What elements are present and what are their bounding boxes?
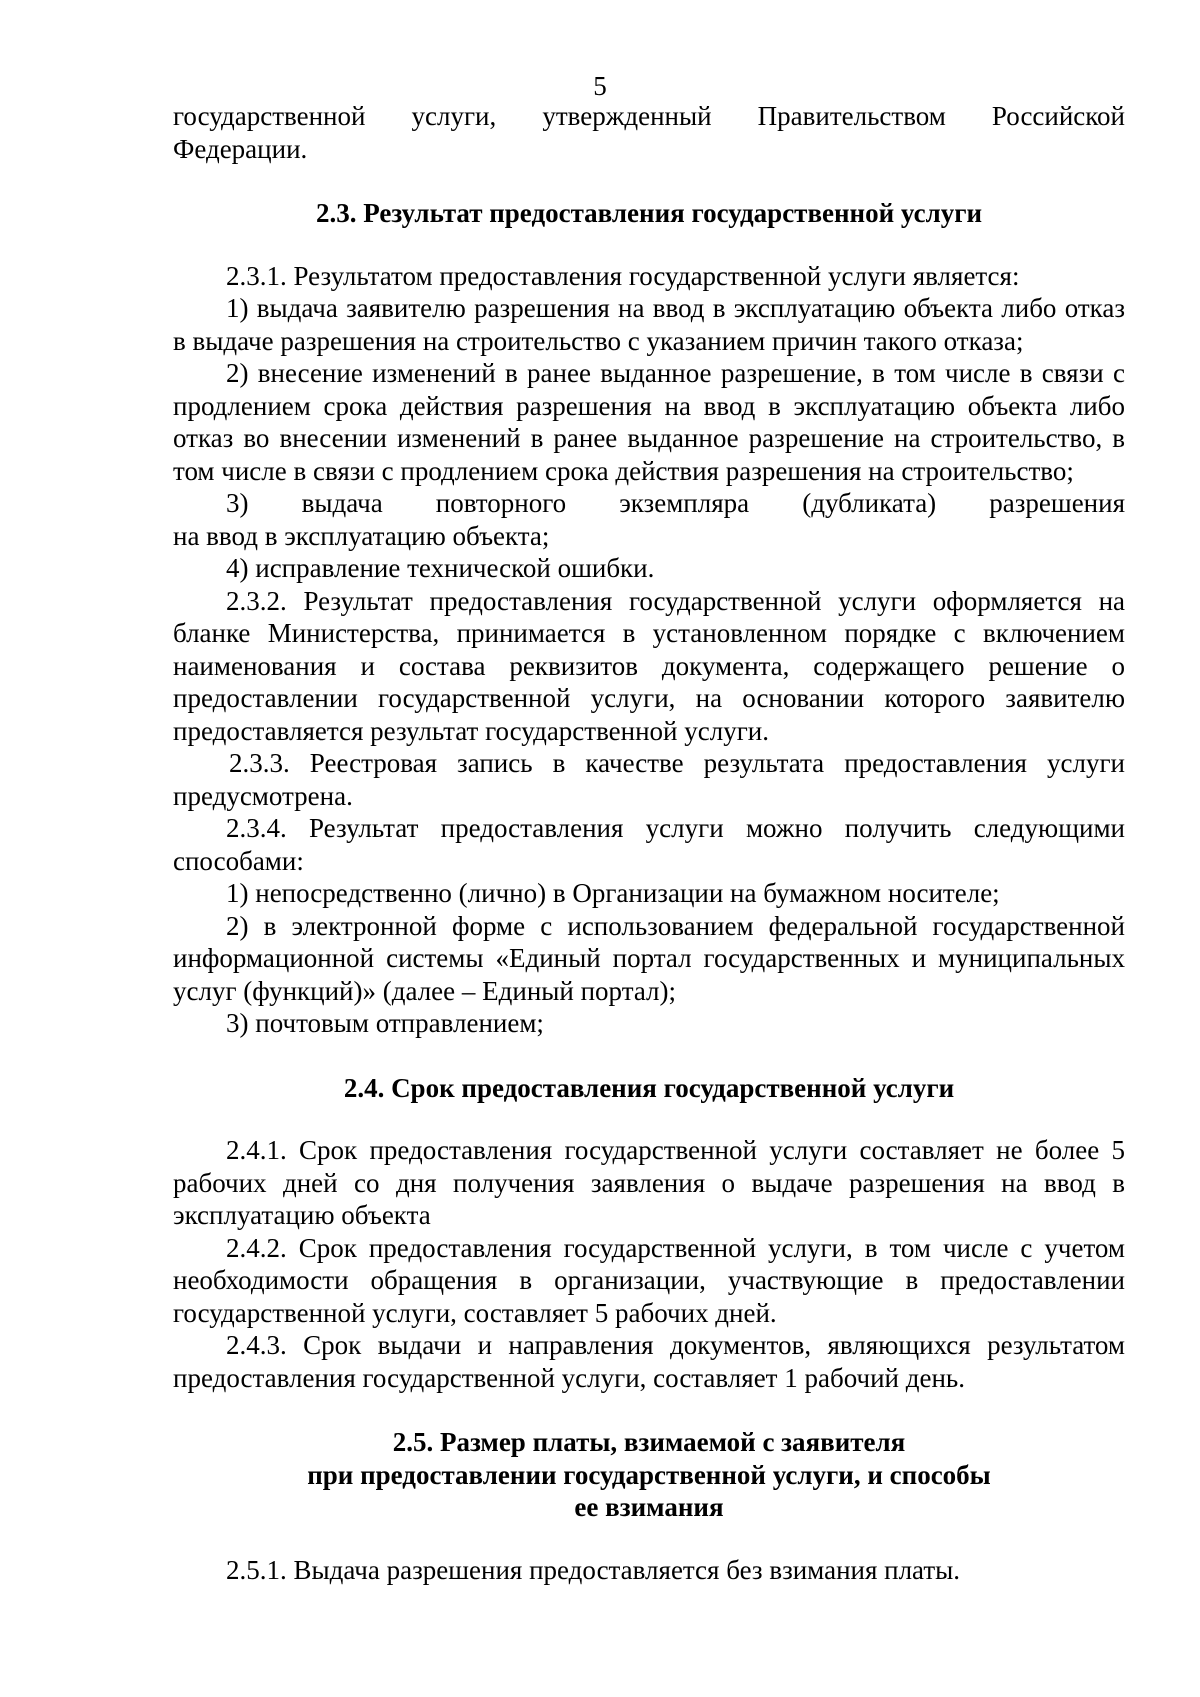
section-2-5-heading-line-2: при предоставлении государственной услуги, и способы xyxy=(307,1459,991,1490)
result-item-3-line-1: 3) выдача повторного экземпляра (дубликата) разрешения xyxy=(226,488,1125,518)
delivery-way-3: 3) почтовым отправлением; xyxy=(226,1008,544,1038)
paragraph-2-4-1: 2.4.1. Срок предоставления государственной услуги составляет не более 5 рабочих дней со дня получения заявления о выдаче разрешения на ввод в эксплуатацию объекта xyxy=(173,1135,1125,1230)
paragraph-2-5-1: 2.5.1. Выдача разрешения предоставляется без взимания платы. xyxy=(226,1554,961,1585)
delivery-way-2: 2) в электронной форме с использованием федеральной государственной информационной системы «Единый портал государственных и муниципальных услуг (функций)» (далее – Единый портал); xyxy=(173,910,1125,1006)
page-number: 5 xyxy=(593,71,607,101)
document-body xyxy=(173,100,1125,1586)
paragraph-2-3-1: 2.3.1. Результатом предоставления государственной услуги является: xyxy=(226,260,1020,291)
result-item-2: 2) внесение изменений в ранее выданное разрешение, в том числе в связи с продлением срока действия разрешения на ввод в эксплуатацию объекта либо отказ во внесении изменений в ранее выданное разрешение на строительство, в том числе в связи с продлением срока действия разрешения на строительство; xyxy=(173,358,1125,486)
paragraph-2-4-2: 2.4.2. Срок предоставления государственной услуги, в том числе с учетом необходимости обращения в организации, участвующие в предоставлении государственной услуги, составляет 5 рабочих дней. xyxy=(173,1232,1125,1328)
result-item-3-line-2: на ввод в эксплуатацию объекта; xyxy=(173,520,550,551)
intro-line-2: Федерации. xyxy=(173,133,308,164)
result-item-4: 4) исправление технической ошибки. xyxy=(226,553,655,583)
paragraph-2-3-3: 2.3.3. Реестровая запись в качестве результата предоставления услуги предусмотрена. xyxy=(173,748,1125,811)
delivery-way-1: 1) непосредственно (лично) в Организации на бумажном носителе; xyxy=(226,878,1000,908)
section-2-5-heading-line-1: 2.5. Размер платы, взимаемой с заявителя xyxy=(392,1427,906,1457)
paragraph-2-3-2: 2.3.2. Результат предоставления государственной услуги оформляется на бланке Министерства, принимается в установленном порядке с включением наименования и состава реквизитов документа, содержащего решение о предоставлении государственной услуги, на основании которого заявителю предоставляется результат государственной услуги. xyxy=(173,585,1125,746)
intro-line-1: государственной услуги, утвержденный Правительством Российской xyxy=(173,101,1125,131)
paragraph-2-4-3: 2.4.3. Срок выдачи и направления документов, являющихся результатом предоставления государственной услуги, составляет 1 рабочий день. xyxy=(173,1330,1125,1393)
section-2-3-heading: 2.3. Результат предоставления государственной услуги xyxy=(315,198,983,228)
result-item-1: 1) выдача заявителю разрешения на ввод в эксплуатацию объекта либо отказ в выдаче разрешения на строительство с указанием причин такого отказа; xyxy=(173,293,1125,356)
section-2-5-heading-line-3: ее взимания xyxy=(574,1492,724,1522)
paragraph-2-3-4: 2.3.4. Результат предоставления услуги можно получить следующими способами: xyxy=(173,813,1125,876)
section-2-4-heading: 2.4. Срок предоставления государственной услуги xyxy=(343,1072,955,1103)
